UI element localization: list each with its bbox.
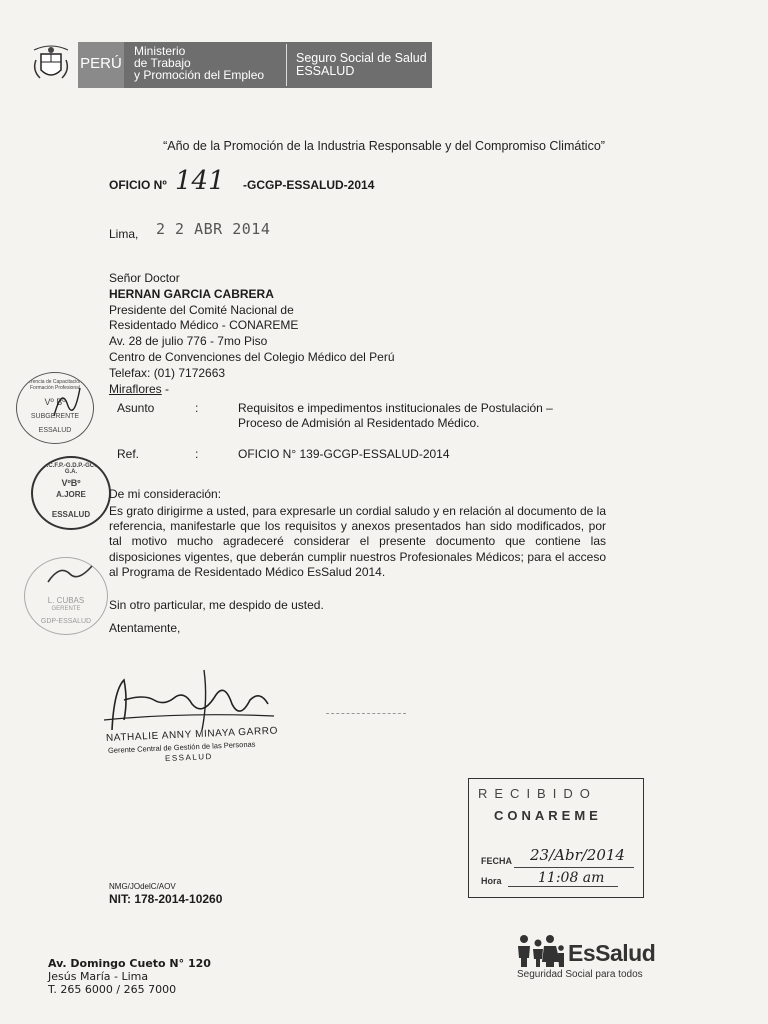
stamp-org: ESSALUD [38,427,72,434]
signatory-title: Gerente Central de Gestión de las Personas [107,739,256,755]
body-paragraph: Es grato dirigirme a usted, para expresarle un cordial saludo y en relación al documento de la referencia, manifestarle que los requisitos y anexos presentados han sido modificados, por tal motivo mucho agradeceré considerar el presente documento que contiene las disposiciones vigentes, que deberán cumplir nuestros Profesionales Médicos; para el acceso al Programa de Residentado Médico EsSalud 2014. [109,504,606,579]
stamp-ring-text: S.G.C.F.P.-G.D.P.-GCGP.-G.A. [36,463,106,475]
addressee-name: HERNAN GARCIA CABRERA [109,286,274,301]
ref-text: OFICIO N° 139-GCGP-ESSALUD-2014 [238,447,450,461]
received-date-line [514,867,634,868]
stamp-initial-mark [40,560,100,590]
oficio-number: 141 [175,166,225,196]
stamp-vobo: VºBº [61,478,81,488]
received-date: 23/Abr/2014 [530,846,625,864]
footer-district: Jesús María - Lima [48,970,149,983]
received-title: RECIBIDO [478,786,597,801]
place-label: Lima, [109,227,139,241]
stamp-initial-mark [44,376,94,426]
addressee-line: Presidente del Comité Nacional de [109,302,294,317]
stamp-name: L. CUBAS [47,596,85,605]
essalud-logo: EsSalud [568,940,656,966]
oficio-label: OFICIO Nº [109,178,167,192]
greeting: De mi consideración: [109,487,222,501]
addressee-city-suffix: - [161,381,170,396]
asunto-colon: : [195,401,199,415]
addressee-block [109,271,395,397]
initials-code: NMG/JOdelC/AOV [109,882,176,891]
country-label: PERÚ [80,55,122,72]
asunto-text: Requisitos e impedimentos institucionales de Postulación – Proceso de Admisión al Residentado Médico. [238,401,553,430]
approval-stamp [31,456,111,530]
closing-line: Sin otro particular, me despido de usted. [109,598,324,612]
farewell: Atentamente, [109,621,181,635]
footer-address: Av. Domingo Cueto N° 120 [48,957,211,970]
stamp-role: GERENTE [51,606,81,612]
signatory-name: NATHALIE ANNY MINAYA GARRO [105,725,279,744]
addressee-line: Residentado Médico - CONAREME [109,318,299,333]
ref-label: Ref. [117,447,140,461]
footer-phones: T. 265 6000 / 265 7000 [48,983,177,996]
addressee-line: Telefax: (01) 7172663 [109,365,226,380]
received-org: CONAREME [494,808,602,823]
nit-number: NIT: 178-2014-10260 [109,892,223,906]
date-stamp: 2 2 ABR 2014 [156,220,271,238]
received-date-label: FECHA [481,856,512,866]
essalud-tagline: Seguridad Social para todos [517,969,643,980]
addressee-line: Av. 28 de julio 776 - 7mo Piso [109,334,268,349]
coat-of-arms-icon [28,40,74,90]
stamp-org: GDP-ESSALUD [40,618,92,625]
asunto-label: Asunto [117,401,155,415]
oficio-suffix: -GCGP-ESSALUD-2014 [243,178,375,192]
received-time-line [508,886,618,887]
addressee-line: Centro de Convenciones del Colegio Médico del Perú [109,349,395,364]
stamp-role: SUBGERENTE [30,413,80,420]
received-time-label: Hora [481,876,502,886]
received-time: 11:08 am [538,870,605,886]
stray-mark [326,713,406,714]
addressee-city: Miraflores [109,381,162,396]
ministry-label: Ministerio de Trabajo y Promoción del Empleo [134,44,265,82]
institution-label: Seguro Social de Salud ESSALUD [296,51,427,78]
stamp-org: ESSALUD [51,510,91,519]
essalud-family-icon [516,934,566,968]
stamp-ring-text: Gerencia de Capacitación y Formación Profesional [24,379,86,391]
stamp-vobo: Vº Bº [44,397,66,407]
stamp-name: A.JORE [56,490,86,499]
signatory-org: ESSALUD [164,751,214,763]
salutation: Señor Doctor [109,271,180,285]
year-motto: “Año de la Promoción de la Industria Responsable y del Compromiso Climático” [163,139,605,153]
header-divider [286,44,287,86]
ref-colon: : [195,447,199,461]
